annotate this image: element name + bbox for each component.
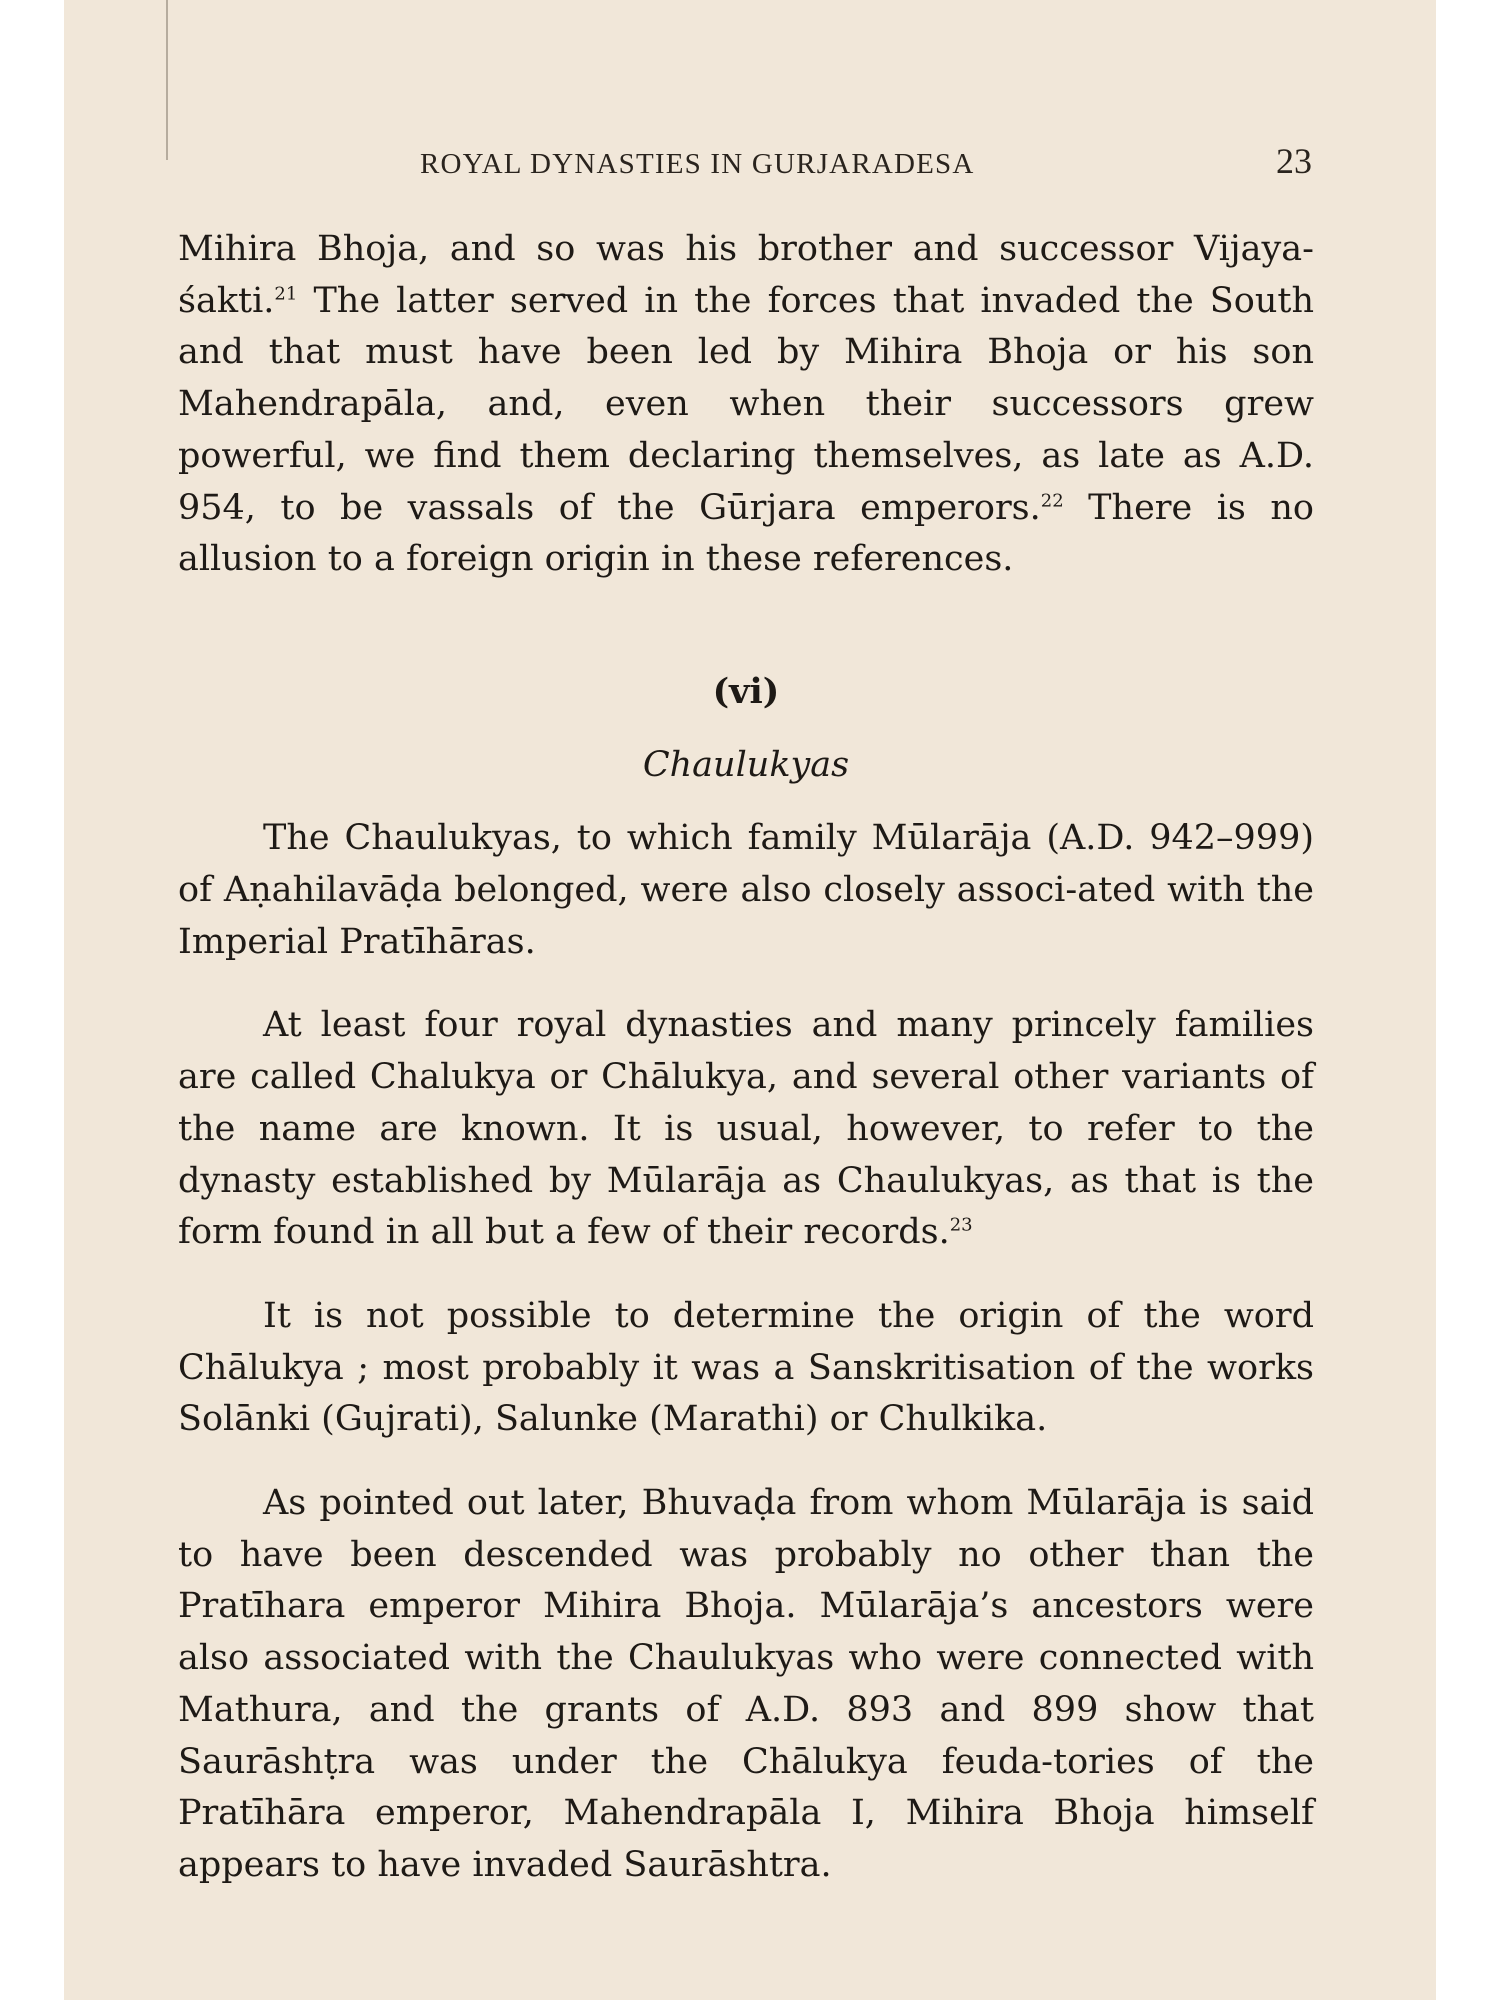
- paragraph: [178, 1478, 1314, 1892]
- page-body: [178, 224, 1314, 1892]
- running-head: ROYAL DYNASTIES IN GURJARADESA: [420, 148, 975, 180]
- paragraph: [178, 1291, 1314, 1446]
- page-header: [64, 140, 1436, 190]
- section-number: (vi): [712, 670, 780, 712]
- text-run: As pointed out later, Bhuvaḍa from whom Mūlarāja is said to have been descended was probably no other than the Pratīhara emperor Mihira Bhoja. Mūlarāja’s ancestors were also associated with the Chaulukyas who were connected with Mathura, and the grants of A.D. 893 and 899 show that Saurāshṭra was under the Chālukya feuda-tories of the Pratīhāra emperor, Mahendrapāla I, Mihira Bhoja himself appears to have invaded Saurāshtra.: [178, 1483, 1314, 1885]
- text-run: There is no allusion to a foreign origin in these references.: [178, 487, 1314, 580]
- book-page: [64, 0, 1436, 2000]
- text-run: At least four royal dynasties and many princely families are called Chalukya or Chālukya, and several other variants of the name are known. It is usual, however, to refer to the dynasty established by Mūlarāja as Chaulukyas, as that is the form found in all but a few of their records.: [178, 1005, 1314, 1253]
- text-run: It is not possible to determine the origin of the word Chālukya ; most probably it was a Sanskritisation of the works Solānki (Gujrati), Salunke (Marathi) or Chulkika.: [178, 1295, 1314, 1440]
- text-run: The latter served in the forces that invaded the South and that must have been led by Mihira Bhoja or his son Mahendrapāla, and, even when their successors grew powerful, we find them declaring themselves, as late as A.D. 954, to be vassals of the Gūrjara emperors.: [178, 280, 1314, 528]
- text-run: The Chaulukyas, to which family Mūlarāja (A.D. 942–999) of Aṇahilavāḍa belonged, were also closely associ-ated with the Imperial Pratīhāras.: [178, 818, 1314, 962]
- footnote-ref: 23: [949, 1214, 973, 1236]
- footnote-ref: 21: [274, 283, 298, 305]
- paragraph-continued: [178, 224, 1314, 586]
- page-number: 23: [1276, 141, 1312, 181]
- text-run: Mihira Bhoja, and so was his brother and successor Vijaya-śakti.: [178, 229, 1314, 321]
- page-fold-line: [166, 0, 168, 160]
- footnote-ref: 22: [1040, 489, 1064, 511]
- section-title: Chaulukyas: [642, 744, 850, 785]
- paragraph: [178, 1000, 1314, 1259]
- paragraph: [178, 813, 1314, 968]
